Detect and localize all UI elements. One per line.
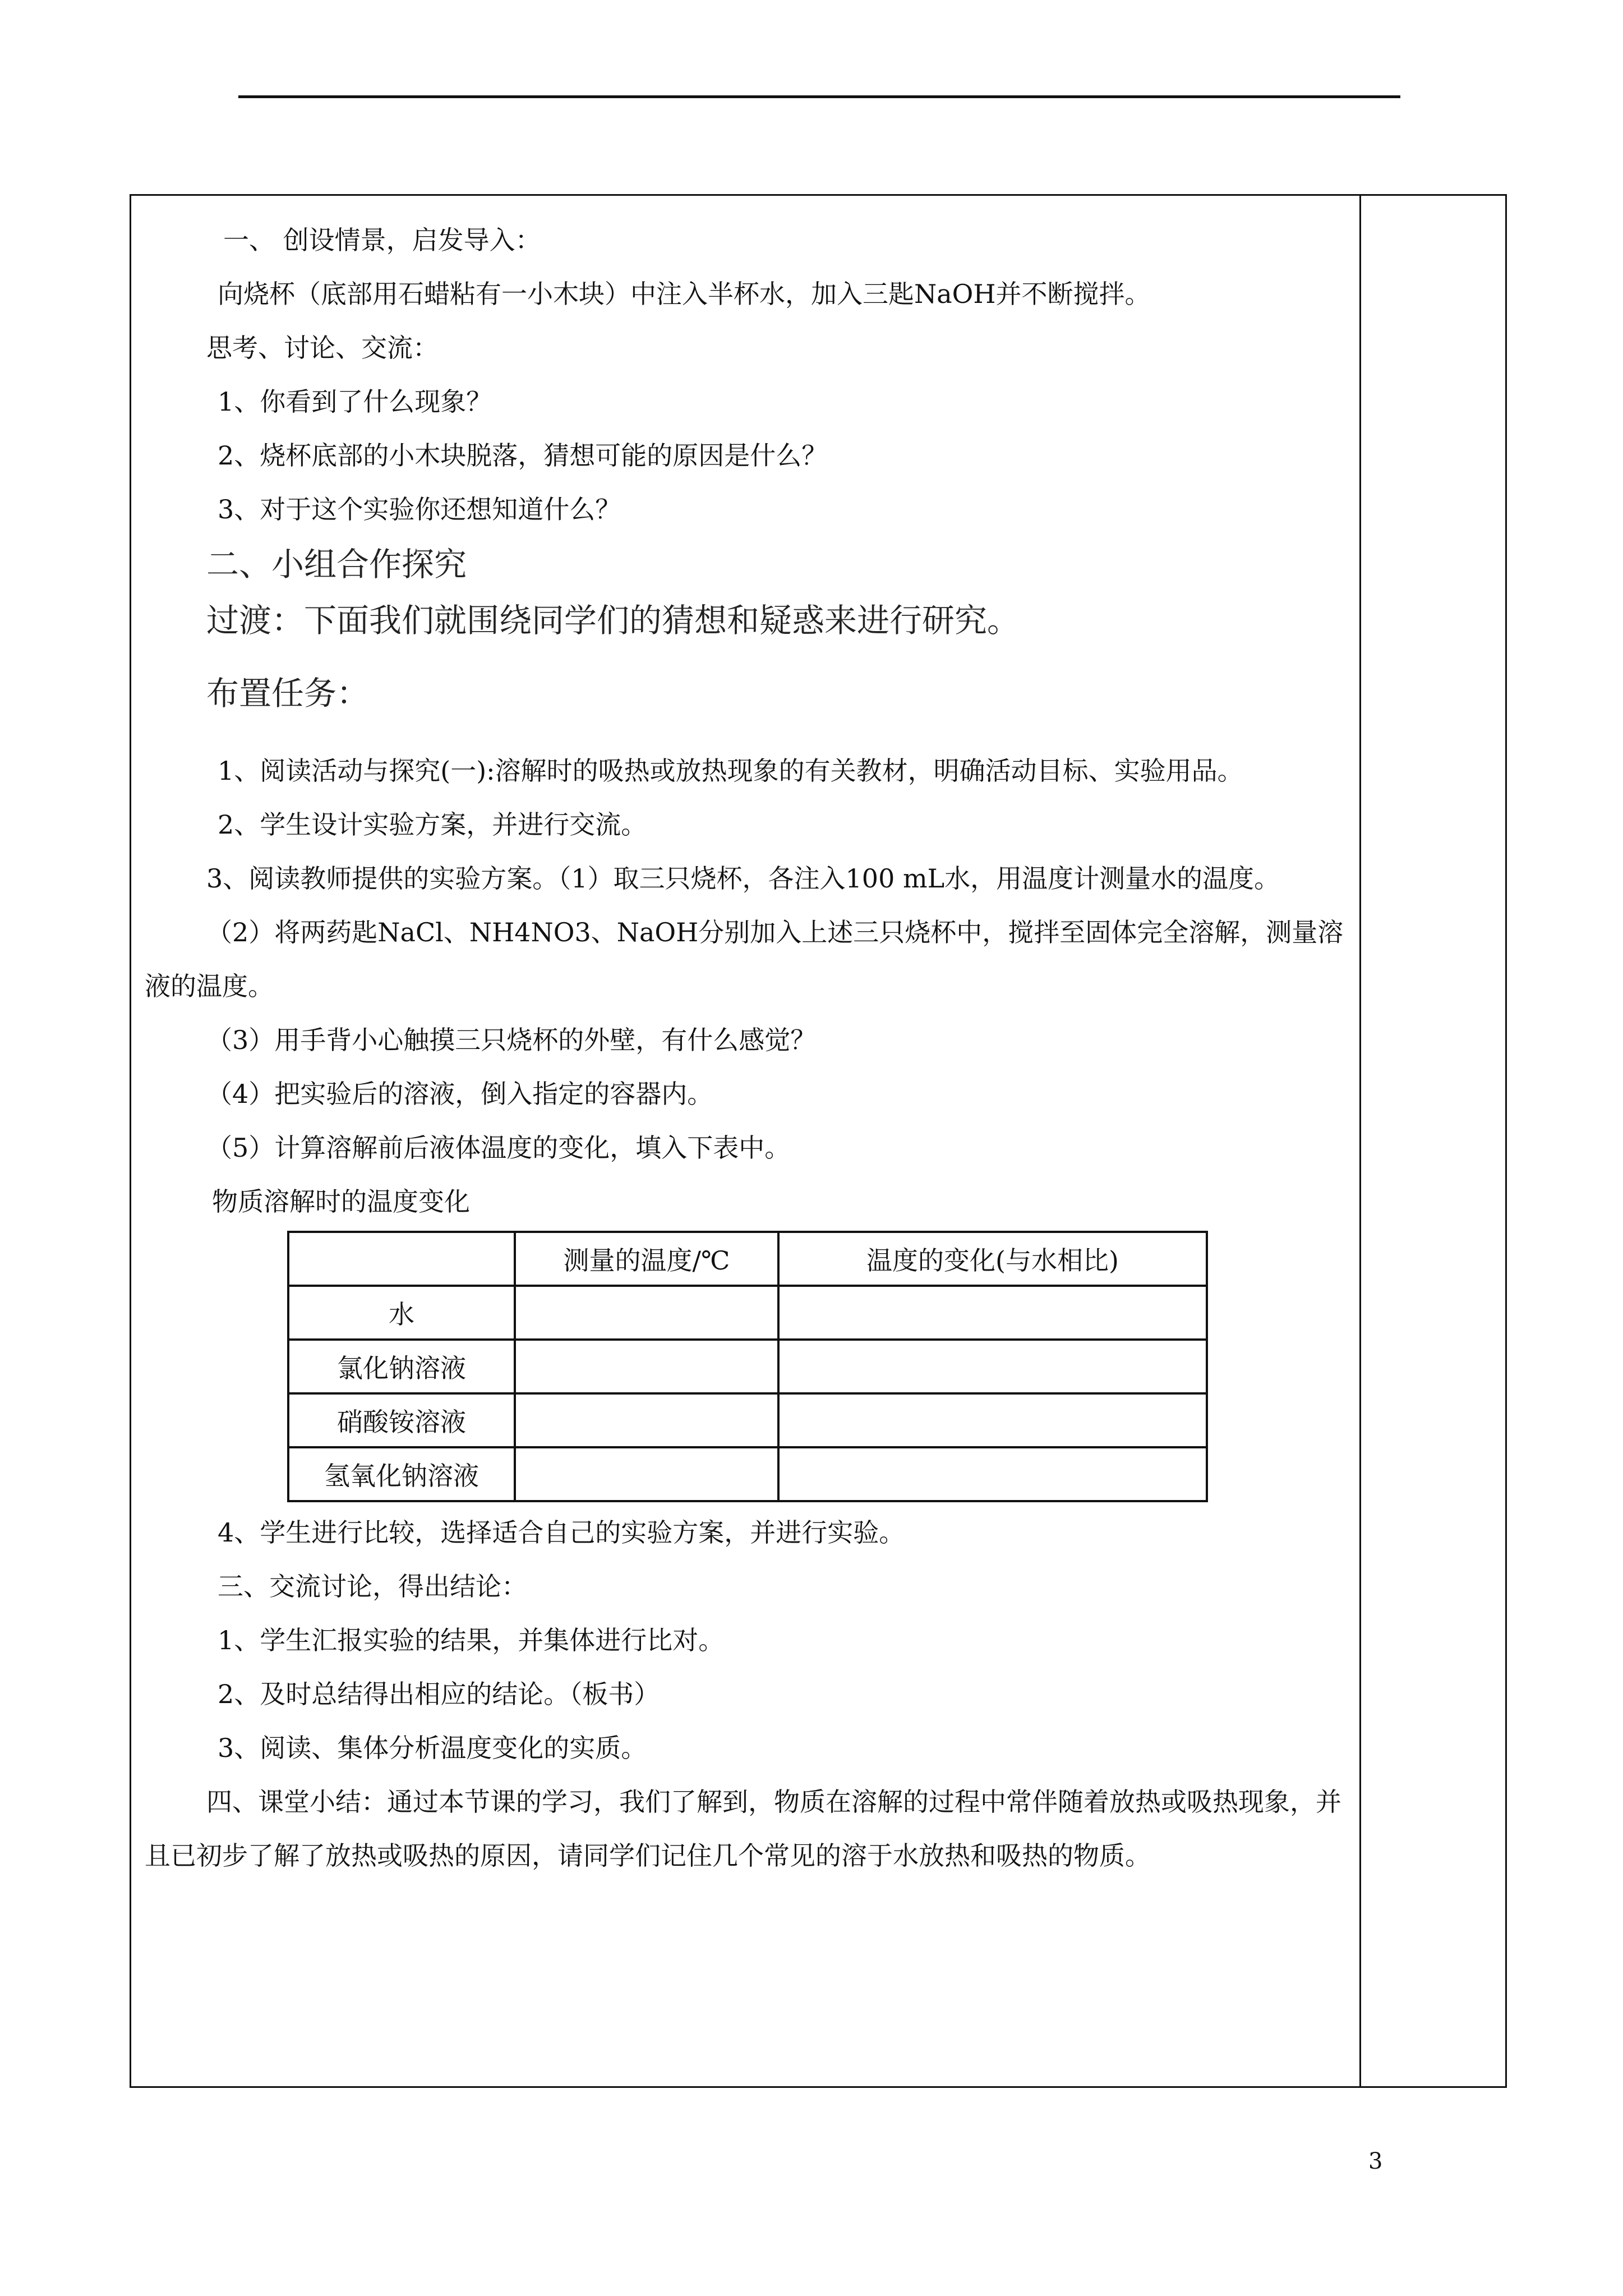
table-header-cell: 温度的变化(与水相比) <box>778 1232 1207 1286</box>
discussion-label: 思考、讨论、交流： <box>206 333 439 363</box>
temperature-table <box>287 1231 1208 1502</box>
class-summary: 四、课堂小结：通过本节课的学习，我们了解到，物质在溶解的过程中常伴随着放热或吸热现象，并且已初步了解了放热或吸热的原因，请同学们记住几个常见的溶于水放热和吸热的物质。 <box>145 1787 1341 1871</box>
step-2: （2）将两药匙NaCl、NH4NO3、NaOH分别加入上述三只烧杯中，搅拌至固体完全溶解，测量溶液的温度。 <box>145 917 1344 1001</box>
question-1: 1、你看到了什么现象？ <box>218 386 492 417</box>
conclusion-item-2: 2、及时总结得出相应的结论。（板书） <box>218 1679 660 1709</box>
table-row-label: 氢氧化钠溶液 <box>288 1447 515 1501</box>
table-header-row <box>288 1232 1207 1286</box>
table-cell <box>778 1340 1207 1393</box>
section2-heading: 二、小组合作探究 <box>206 545 467 583</box>
question-2: 2、烧杯底部的小木块脱落，猜想可能的原因是什么？ <box>218 440 828 471</box>
header-rule <box>238 95 1400 98</box>
page-number: 3 <box>1368 2148 1383 2174</box>
table-cell <box>515 1286 778 1340</box>
step-5: （5）计算溶解前后液体温度的变化，填入下表中。 <box>206 1133 791 1163</box>
lesson-content <box>145 213 1350 1883</box>
table-row <box>288 1340 1207 1393</box>
table-cell <box>778 1286 1207 1340</box>
notes-column-divider <box>1359 194 1361 2088</box>
table-caption: 物质溶解时的温度变化 <box>212 1186 470 1217</box>
table-header-cell: 测量的温度/℃ <box>515 1232 778 1286</box>
transition-text: 过渡：下面我们就围绕同学们的猜想和疑惑来进行研究。 <box>206 601 1020 639</box>
table-row-label: 硝酸铵溶液 <box>288 1393 515 1447</box>
section3-heading: 三、交流讨论，得出结论： <box>218 1571 527 1602</box>
table-cell <box>515 1393 778 1447</box>
step-4: （4）把实验后的溶液，倒入指定的容器内。 <box>206 1079 713 1109</box>
section1-heading: 一、 创设情景，启发导入： <box>223 225 541 255</box>
table-header-cell <box>288 1232 515 1286</box>
task-item-4: 4、学生进行比较，选择适合自己的实验方案，并进行实验。 <box>218 1517 905 1548</box>
conclusion-item-3: 3、阅读、集体分析温度变化的实质。 <box>218 1733 647 1763</box>
table-row-label: 水 <box>288 1286 515 1340</box>
table-row <box>288 1286 1207 1340</box>
table-row <box>288 1447 1207 1501</box>
table-row <box>288 1393 1207 1447</box>
task-label: 布置任务： <box>206 674 370 712</box>
task-item-2: 2、学生设计实验方案，并进行交流。 <box>218 809 647 840</box>
table-cell <box>778 1393 1207 1447</box>
question-3: 3、对于这个实验你还想知道什么？ <box>218 494 621 524</box>
section1-intro: 向烧杯（底部用石蜡粘有一小木块）中注入半杯水，加入三匙NaOH并不断搅拌。 <box>218 279 1151 309</box>
conclusion-item-1: 1、学生汇报实验的结果，并集体进行比对。 <box>218 1625 725 1655</box>
table-cell <box>515 1447 778 1501</box>
table-cell <box>515 1340 778 1393</box>
table-row-label: 氯化钠溶液 <box>288 1340 515 1393</box>
step-3: （3）用手背小心触摸三只烧杯的外壁，有什么感觉？ <box>206 1025 817 1055</box>
task-item-1: 1、阅读活动与探究(一):溶解时的吸热或放热现象的有关教材，明确活动目标、实验用品。 <box>218 756 1243 786</box>
table-cell <box>778 1447 1207 1501</box>
task-item-3: 3、阅读教师提供的实验方案。（1）取三只烧杯，各注入100 mL水，用温度计测量水的温度。 <box>206 863 1280 894</box>
